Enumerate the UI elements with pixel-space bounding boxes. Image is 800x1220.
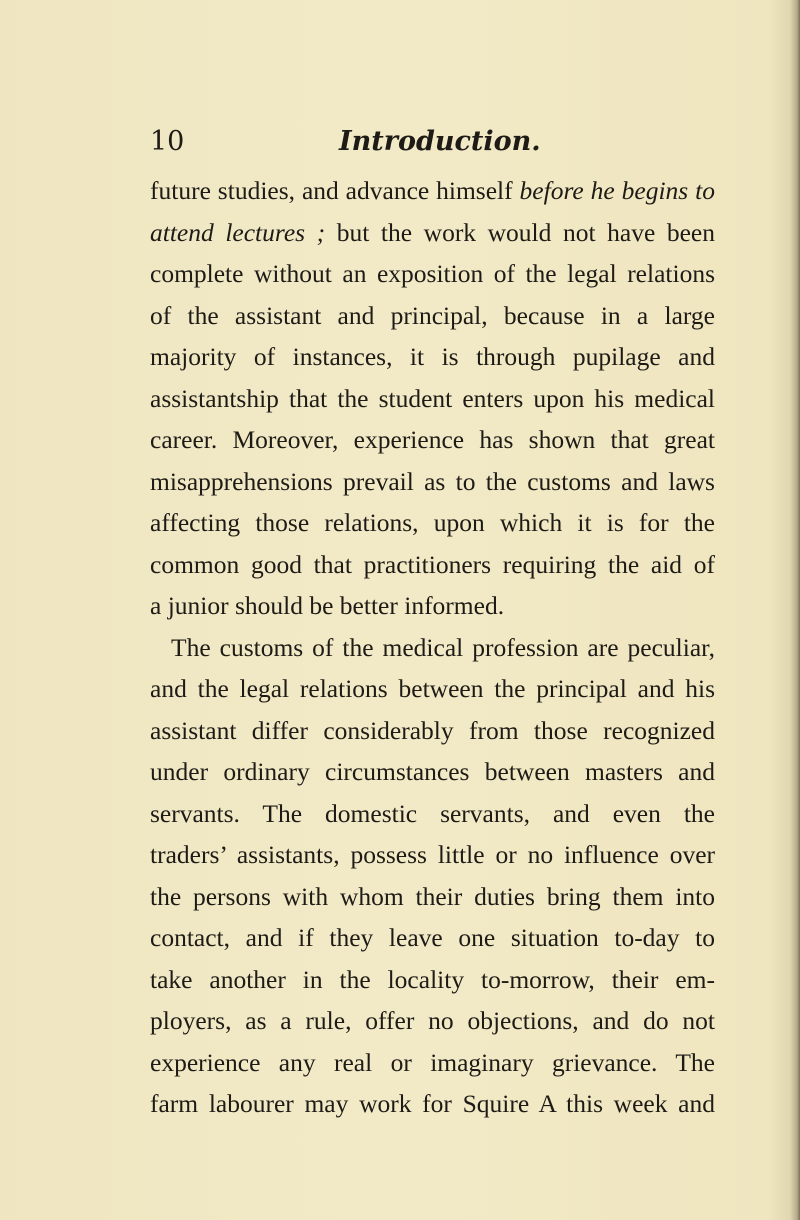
body-text <box>150 170 715 1125</box>
text-line <box>150 585 715 627</box>
text-segment: of the assistant and principal, because in a large <box>150 300 715 330</box>
text-segment: but the work would not have been <box>325 217 715 247</box>
text-segment: the persons with whom their duties bring them into <box>150 881 715 911</box>
text-segment: traders’ assistants, possess little or no influence over <box>150 840 715 869</box>
text-line <box>150 336 715 378</box>
text-segment: take another in the locality to-morrow, their em- <box>150 964 715 994</box>
text-segment: and the legal relations between the principal and his <box>150 674 715 703</box>
text-line <box>150 751 715 793</box>
text-segment: majority of instances, it is through pupilage and <box>150 342 715 371</box>
text-line <box>150 1042 715 1084</box>
text-segment: a junior should be better informed. <box>150 591 505 620</box>
text-line <box>150 419 715 461</box>
text-segment: complete without an exposition of the legal relations <box>150 259 715 288</box>
text-line <box>150 1000 715 1042</box>
text-segment: ployers, as a rule, offer no objections, and do not <box>150 1006 715 1035</box>
running-head: Introduction. <box>339 126 541 157</box>
text-line <box>150 170 715 212</box>
text-line <box>150 378 715 420</box>
italic-text: before he begins to <box>519 176 715 205</box>
text-segment: affecting those relations, upon which it is for the <box>150 508 715 537</box>
text-line <box>150 1083 715 1125</box>
text-line <box>150 876 715 918</box>
page-edge-shadow <box>790 0 800 1220</box>
text-segment: The customs of the medical profession are peculiar, <box>171 632 715 662</box>
text-line <box>150 793 715 835</box>
text-line <box>150 461 715 503</box>
text-line <box>150 295 715 337</box>
text-line <box>150 917 715 959</box>
text-segment: career. Moreover, experience has shown that great <box>150 425 715 454</box>
text-line <box>150 834 715 876</box>
text-segment: assistant differ considerably from those recognized <box>150 715 715 745</box>
text-line <box>150 502 715 544</box>
text-line <box>150 668 715 710</box>
page-header <box>150 122 710 162</box>
page-number: 10 <box>150 126 185 157</box>
text-line <box>150 212 715 254</box>
text-segment: common good that practitioners requiring the aid of <box>150 549 715 579</box>
text-segment: farm labourer may work for Squire A this week and <box>150 1089 715 1118</box>
text-segment: servants. The domestic servants, and even the <box>150 798 715 828</box>
text-segment: experience any real or imaginary grievance. The <box>150 1047 715 1077</box>
text-line <box>150 959 715 1001</box>
text-line <box>150 627 715 669</box>
text-segment: assistantship that the student enters upon his medical <box>150 383 715 413</box>
text-segment: future studies, and advance himself <box>150 176 520 205</box>
text-line <box>150 544 715 586</box>
text-segment: contact, and if they leave one situation to-day to <box>150 923 715 952</box>
italic-text: attend lectures ; <box>150 217 326 247</box>
text-line <box>150 710 715 752</box>
text-line <box>150 253 715 295</box>
text-segment: under ordinary circumstances between masters and <box>150 757 715 786</box>
text-segment: misapprehensions prevail as to the customs and laws <box>150 466 715 496</box>
